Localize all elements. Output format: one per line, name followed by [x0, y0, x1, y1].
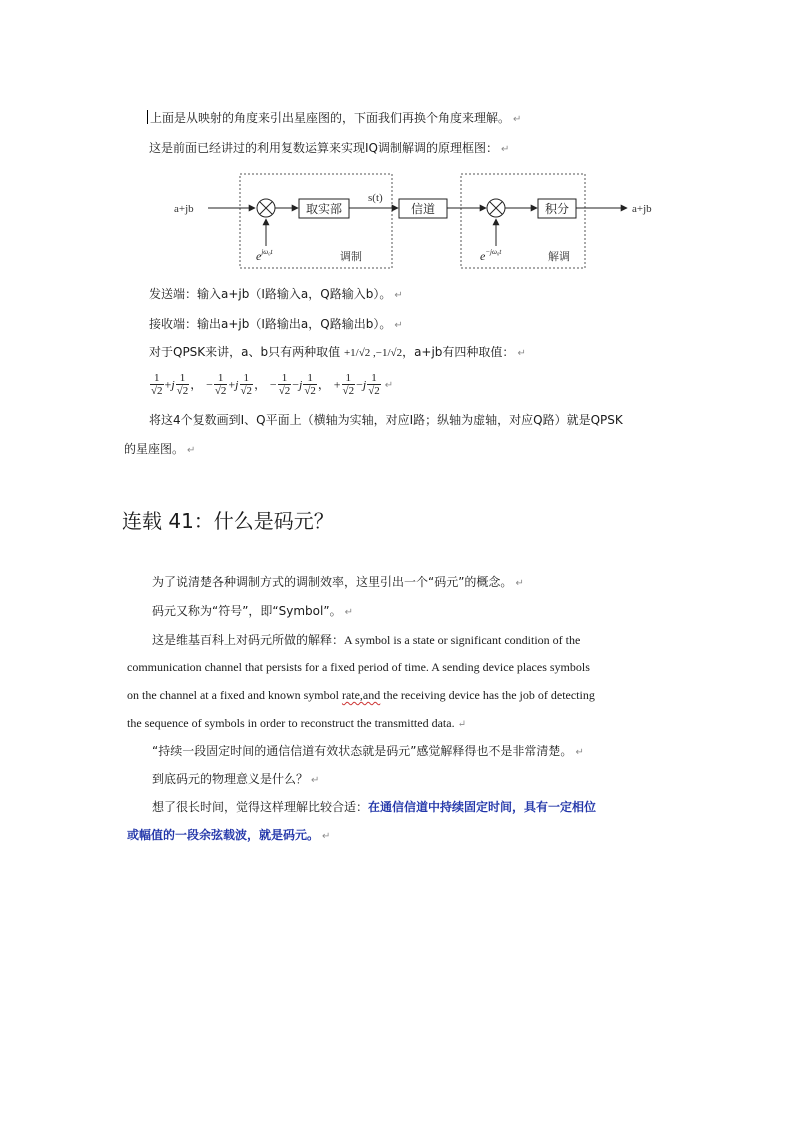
demod-carrier-exponential: $e^{-j\omega_0t}$	[480, 248, 502, 263]
wiki-definition-line-4: the sequence of symbols in order to reconstruct the transmitted data. ↵	[127, 716, 466, 730]
text-cursor	[147, 110, 148, 124]
highlighted-definition: 在通信信道中持续固定时间，具有一定相位	[368, 800, 597, 814]
multiplier-mod-icon	[257, 199, 275, 217]
signal-label: s(t)	[368, 192, 383, 204]
qpsk-combinations: $\frac{1}{√2}$ +j $\frac{1}{√2}$ ， − $\frac{1}{√2}$ +j $\frac{1}{√2}$ ， − $\frac{1}{√2}$ −j $\frac{1}{√2}$ ， + $\frac{1}{√2}$ −j $\frac{1}{√2}$ ↵	[151, 372, 394, 397]
wiki-definition-line-2: communication channel that persists for a fixed period of time. A sending device places symbols	[127, 660, 590, 674]
paragraph-mark-icon: ↵	[457, 719, 466, 730]
paragraph-mark-icon: ↵	[575, 747, 584, 758]
section-paragraph-1: 为了说清楚各种调制方式的调制效率，这里引出一个“码元”的概念。 ↵	[152, 575, 524, 589]
section-paragraph-4: “持续一段固定时间的通信信道有效状态就是码元”感觉解释得也不是非常清楚。 ↵	[152, 744, 584, 758]
paragraph-mark-icon: ↵	[394, 320, 403, 331]
section-paragraph-5: 到底码元的物理意义是什么？ ↵	[152, 772, 320, 786]
paragraph-mark-icon: ↵	[322, 831, 331, 842]
intro-paragraph-2: 这是前面已经讲过的利用复数运算来实现IQ调制解调的原理框图： ↵	[149, 141, 510, 155]
input-label: a+jb	[174, 203, 194, 215]
paragraph-mark-icon: ↵	[515, 578, 524, 589]
paragraph-mark-icon: ↵	[384, 380, 394, 391]
intro-paragraph-1: 上面是从映射的角度来引出星座图的，下面我们再换个角度来理解。 ↵	[147, 110, 521, 128]
rx-note: 接收端：输出a+jb（I路输出a，Q路输出b）。 ↵	[149, 317, 403, 331]
paragraph-mark-icon: ↵	[187, 445, 196, 456]
section-paragraph-6-cont: 或幅值的一段余弦载波，就是码元。 ↵	[127, 828, 331, 842]
svg-text:取实部: 取实部	[305, 202, 343, 216]
section-paragraph-2: 码元又称为“符号”，即“Symbol”。 ↵	[152, 604, 353, 618]
mod-label: 调制	[340, 251, 362, 263]
svg-text:信道: 信道	[410, 202, 436, 216]
iq-block-diagram	[150, 168, 670, 272]
svg-text:积分: 积分	[544, 202, 570, 216]
mod-carrier-exponential: $e^{j\omega_0t}$	[256, 248, 273, 263]
wiki-definition-line-1: 这是维基百科上对码元所做的解释：A symbol is a state or significant condition of the	[152, 633, 581, 647]
qpsk-note: 对于QPSK来讲，a、b只有两种取值 +1/√2 ,−1/√2，a+jb有四种取值： ↵	[149, 345, 526, 359]
plot-note-line-2: 的星座图。 ↵	[124, 442, 196, 456]
paragraph-mark-icon: ↵	[517, 348, 526, 359]
paragraph-mark-icon: ↵	[311, 775, 320, 786]
multiplier-demod-icon	[487, 199, 505, 217]
demod-label: 解调	[548, 251, 570, 263]
plot-note-line-1: 将这4个复数画到I、Q平面上（横轴为实轴，对应I路；纵轴为虚轴，对应Q路）就是QPSK	[149, 413, 623, 427]
paragraph-mark-icon: ↵	[394, 290, 403, 301]
tx-note: 发送端：输入a+jb（I路输入a，Q路输入b）。 ↵	[149, 287, 403, 301]
paragraph-mark-icon: ↵	[513, 114, 522, 125]
section-heading: 连载 41：什么是码元？	[122, 509, 334, 533]
spellcheck-underline: rate,and	[341, 688, 381, 702]
wiki-definition-line-3: on the channel at a fixed and known symbol rate,and the receiving device has the job of detecting	[127, 688, 595, 702]
section-paragraph-6: 想了很长时间，觉得这样理解比较合适：在通信信道中持续固定时间，具有一定相位	[152, 800, 597, 814]
output-label: a+jb	[632, 203, 652, 215]
paragraph-mark-icon: ↵	[344, 607, 353, 618]
paragraph-mark-icon: ↵	[501, 144, 510, 155]
